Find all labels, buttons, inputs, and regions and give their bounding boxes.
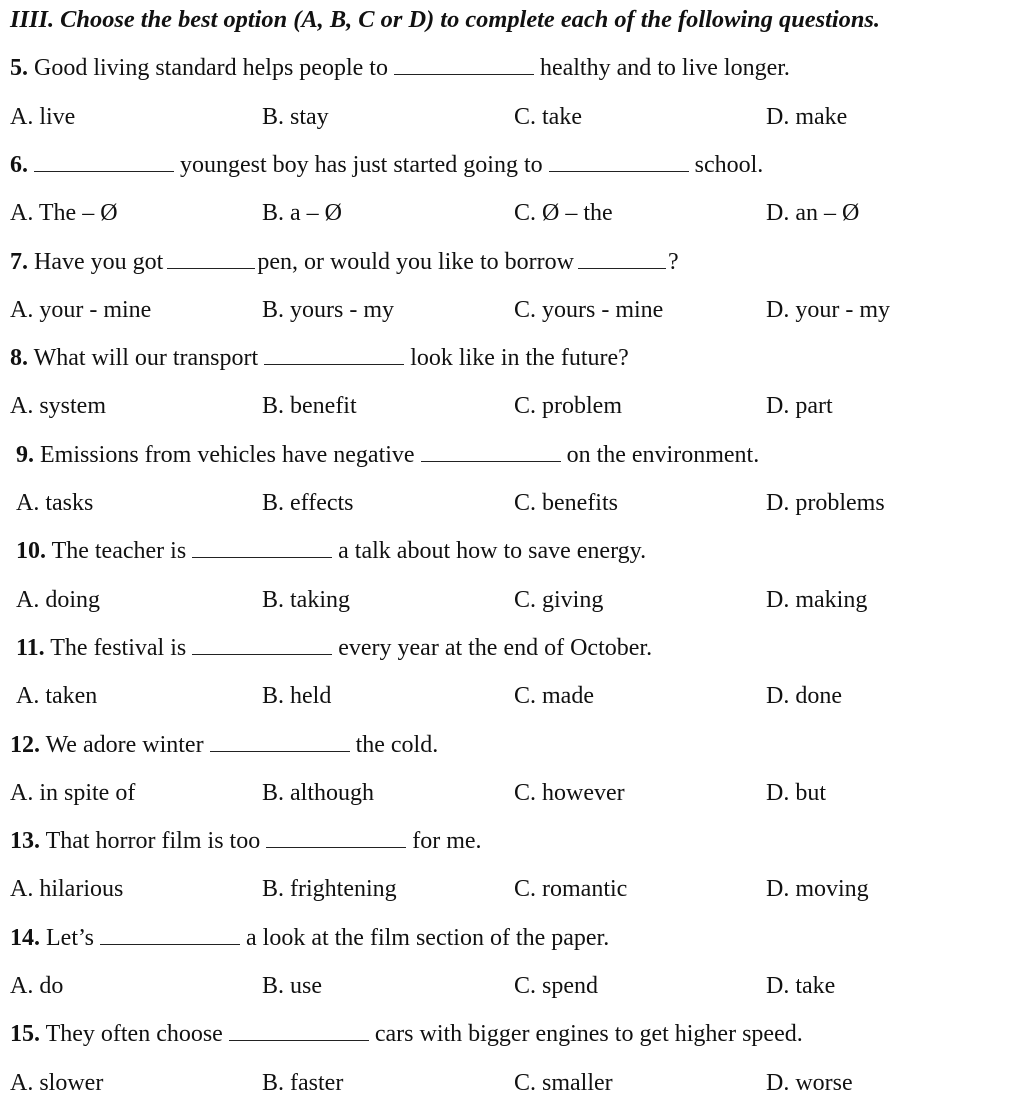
question-text: for me. (412, 828, 482, 855)
options-row (16, 489, 1016, 517)
option-a: A. system (10, 393, 106, 420)
option-c: C. benefits (514, 490, 618, 516)
options-row (16, 682, 1016, 710)
options-row (10, 875, 1010, 903)
question-11 (16, 634, 652, 662)
answer-blank (229, 1022, 369, 1041)
question-8 (10, 344, 629, 372)
option-d: D. but (766, 779, 826, 806)
question-text: the cold. (355, 731, 439, 758)
question-13 (10, 827, 482, 855)
question-text: Good living standard helps people to (28, 55, 388, 82)
option-a: A. in spite of (10, 779, 136, 806)
option-a: A. live (10, 103, 76, 130)
options-row (10, 1069, 1010, 1097)
option-c: C. Ø – the (514, 200, 613, 227)
option-c: C. take (514, 103, 582, 130)
option-c: C. spend (514, 973, 598, 999)
option-d: D. make (766, 103, 848, 130)
option-b: B. faster (262, 1069, 344, 1096)
option-c: C. smaller (514, 1069, 613, 1096)
option-a: A. slower (10, 1069, 104, 1096)
option-c: C. problem (514, 393, 622, 420)
option-b: B. frightening (262, 876, 397, 903)
option-a: A. doing (16, 586, 100, 613)
option-a: A. taken (16, 683, 98, 710)
answer-blank (192, 539, 332, 558)
option-b: B. taking (262, 586, 350, 613)
question-number: 9. (16, 441, 34, 468)
option-b: B. held (262, 683, 332, 710)
option-d: D. your - my (766, 296, 890, 323)
question-9 (16, 441, 759, 469)
question-number: 10. (16, 538, 46, 565)
option-d: D. making (766, 586, 868, 613)
option-a: A. your - mine (10, 296, 152, 323)
question-number: 8. (10, 345, 28, 372)
answer-blank (210, 733, 350, 752)
option-c: C. giving (514, 586, 604, 613)
options-row (10, 972, 1010, 1000)
options-row (10, 392, 1010, 420)
option-d: D. take (766, 973, 836, 999)
option-b: B. stay (262, 103, 329, 130)
question-text: Emissions from vehicles have negative (34, 441, 415, 468)
question-text: The festival is (44, 634, 187, 661)
question-number: 5. (10, 55, 28, 82)
question-number: 6. (10, 151, 28, 178)
answer-blank (421, 443, 561, 462)
question-number: 13. (10, 828, 40, 855)
option-d: D. worse (766, 1069, 853, 1096)
question-text: cars with bigger engines to get higher speed. (374, 1021, 803, 1048)
answer-blank (192, 636, 332, 655)
question-number: 12. (10, 731, 40, 758)
option-d: D. problems (766, 490, 885, 516)
question-text: Let’s (40, 924, 94, 951)
option-c: C. yours - mine (514, 296, 664, 323)
answer-blank (167, 250, 255, 269)
options-row (16, 586, 1016, 614)
option-b: B. effects (262, 490, 354, 516)
answer-blank (578, 250, 666, 269)
answer-blank (100, 926, 240, 945)
question-number: 14. (10, 924, 40, 951)
option-c: C. however (514, 779, 625, 806)
option-b: B. yours - my (262, 296, 394, 323)
answer-blank (549, 153, 689, 172)
answer-blank (34, 153, 174, 172)
question-text: What will our transport (28, 345, 259, 372)
option-a: A. hilarious (10, 876, 124, 903)
question-number: 15. (10, 1021, 40, 1048)
options-row (10, 103, 1010, 131)
option-b: B. a – Ø (262, 200, 342, 227)
question-text: That horror film is too (40, 828, 261, 855)
question-text: every year at the end of October. (338, 634, 653, 661)
section-title: IIII. Choose the best option (A, B, C or D) to complete each of the following questions. (10, 6, 880, 33)
question-5 (10, 54, 790, 82)
option-b: B. benefit (262, 393, 357, 420)
question-text: school. (694, 151, 764, 178)
question-text: a look at the film section of the paper. (246, 924, 610, 951)
question-15 (10, 1020, 803, 1048)
question-text: ? (667, 248, 679, 275)
question-number: 11. (16, 634, 45, 661)
question-number: 7. (10, 248, 28, 275)
option-c: C. romantic (514, 876, 628, 903)
question-6 (10, 151, 763, 179)
question-text: a talk about how to save energy. (338, 538, 647, 565)
option-b: B. use (262, 973, 322, 999)
options-row (10, 199, 1010, 227)
question-text: look like in the future? (410, 345, 629, 372)
question-text: healthy and to live longer. (539, 55, 790, 82)
options-row (10, 779, 1010, 807)
question-text: pen, or would you like to borrow (257, 248, 574, 275)
question-text: Have you got (28, 248, 164, 275)
answer-blank (264, 346, 404, 365)
option-b: B. although (262, 779, 374, 806)
option-d: D. an – Ø (766, 200, 860, 227)
question-text: on the environment. (566, 441, 760, 468)
question-text: We adore winter (40, 731, 204, 758)
option-a: A. tasks (16, 490, 94, 516)
options-row (10, 296, 1010, 324)
option-d: D. done (766, 683, 842, 710)
option-a: A. do (10, 973, 64, 999)
question-text: They often choose (40, 1021, 223, 1048)
question-10 (16, 537, 646, 565)
question-text: youngest boy has just started going to (180, 151, 543, 178)
question-text: The teacher is (46, 538, 187, 565)
option-d: D. part (766, 393, 833, 420)
option-a: A. The – Ø (10, 200, 118, 227)
question-12 (10, 731, 438, 759)
answer-blank (266, 829, 406, 848)
answer-blank (394, 56, 534, 75)
question-14 (10, 924, 609, 952)
option-d: D. moving (766, 876, 869, 903)
option-c: C. made (514, 683, 594, 710)
question-7 (10, 248, 679, 276)
